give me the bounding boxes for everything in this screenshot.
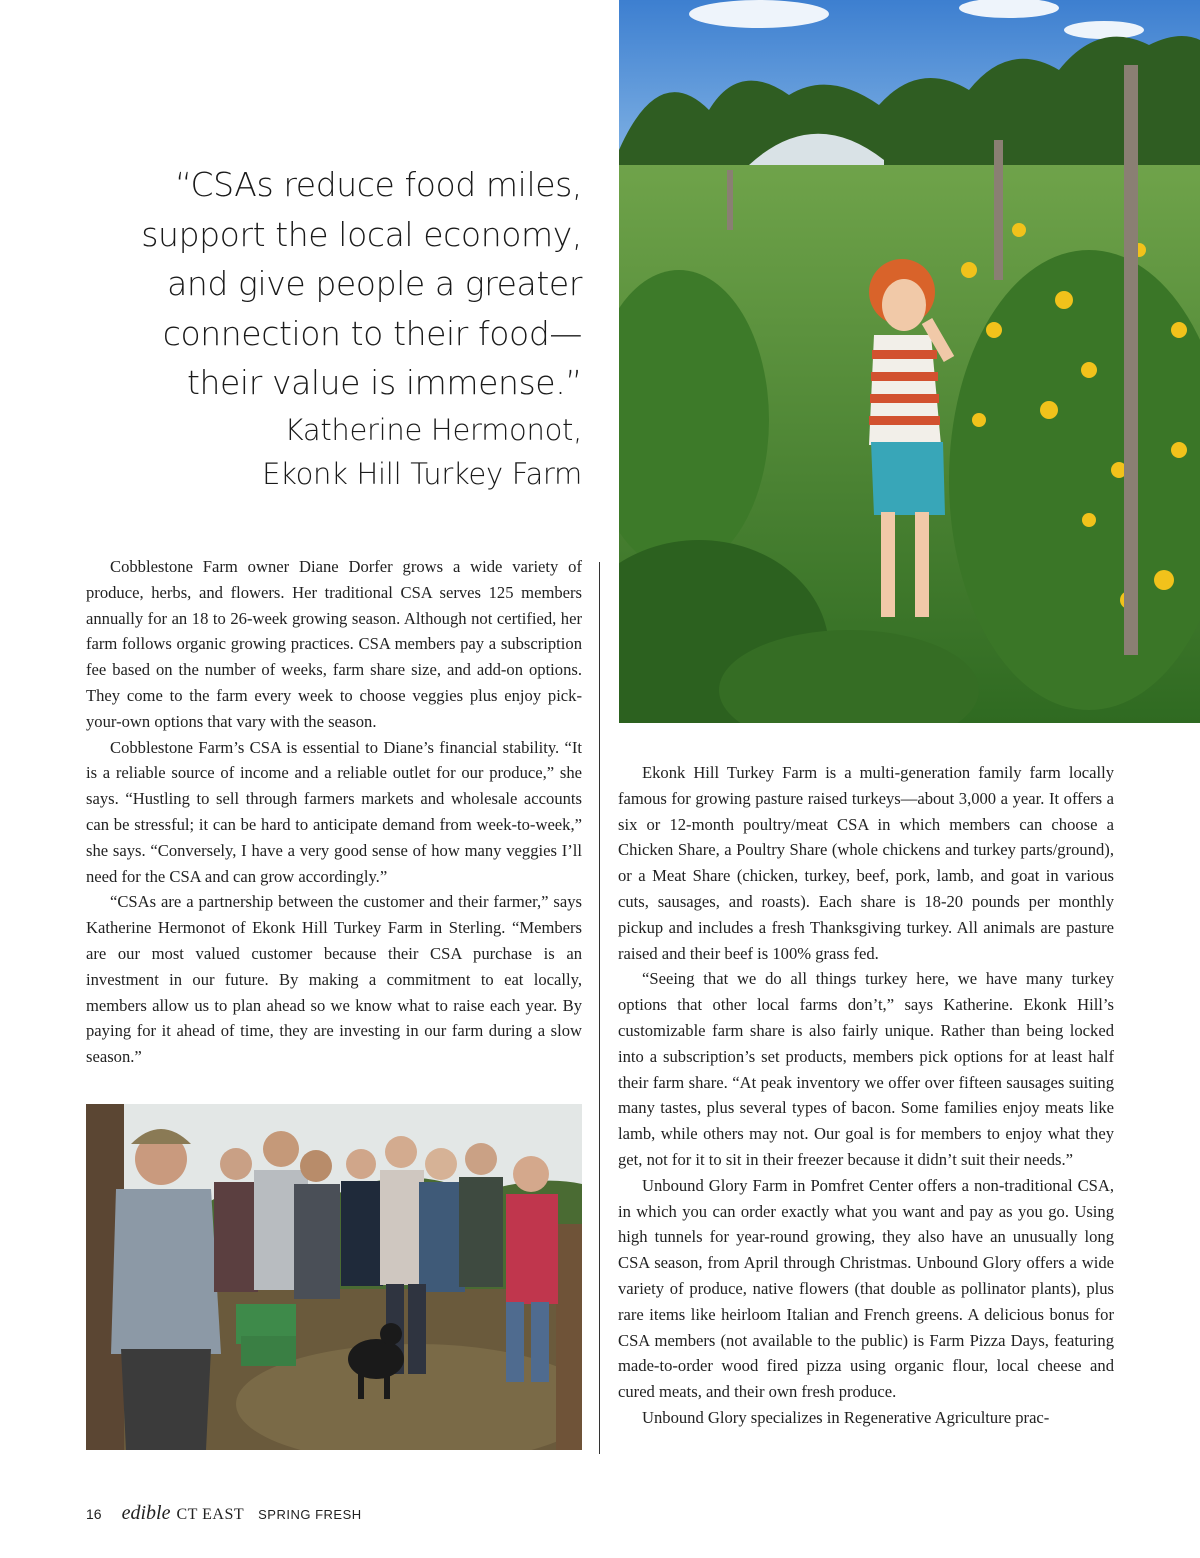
- pull-quote-line: support the local economy,: [141, 214, 582, 254]
- page-number: 16: [86, 1506, 102, 1522]
- body-paragraph: “CSAs are a partnership between the customer and their farmer,” says Katherine Hermonot of Ekonk Hill Turkey Farm in Sterling. “Members are our most valued customer because their CSA purchase is an investment in our future. By making a commitment to eat locally, members allow us to plan ahead so we know what to raise each year. By paying for it ahead of time, they are investing in our farm during a slow season.”: [86, 892, 582, 1067]
- photo-farm-tour-group: [86, 1104, 582, 1450]
- magazine-name: edible: [121, 1502, 171, 1524]
- photo-child-in-flower-field: [619, 0, 1200, 723]
- pull-quote-line: and give people a greater: [167, 264, 582, 303]
- pull-quote-line: their value is immense.”: [186, 363, 582, 402]
- body-paragraph: Cobblestone Farm owner Diane Dorfer grows a wide variety of produce, herbs, and flowers. Her traditional CSA serves 125 members annually for an 18 to 26-week growing season. Although not certified, her farm follows organic growing practices. CSA members pay a subscription fee based on the number of weeks, farm share size, and add-on options. They come to the farm every week to choose veggies plus enjoy pick-your-own options that vary with the season.: [86, 557, 582, 731]
- column-divider: [599, 562, 600, 1454]
- right-text-column: [618, 760, 1114, 1466]
- left-text-column: [86, 554, 582, 1070]
- pull-quote-attribution-farm: Ekonk Hill Turkey Farm: [262, 456, 582, 491]
- body-paragraph: Unbound Glory Farm in Pomfret Center offers a non-traditional CSA, in which you can order exactly what you want and pay as you go. Using high tunnels for year-round growing, they also have an unusually long CSA season, from April through Christmas. Unbound Glory offers a wide variety of produce, native flowers (that double as pollinator plants), plus rare items like heirloom Italian and French greens. A delicious bonus for CSA members (not available to the public) is Farm Pizza Days, featuring made-to-order wood fired pizza using organic flour, local cheese and cured meats, and their own fresh produce.: [618, 1175, 1114, 1402]
- pull-quote-line: connection to their food—: [162, 313, 582, 353]
- magazine-region: CT EAST: [176, 1506, 245, 1523]
- body-paragraph: “Seeing that we do all things turkey here, we have many turkey options that other local farms don’t,” says Katherine. Ekonk Hill’s customizable farm share is also fairly unique. Rather than being locked into a subscription’s set products, members pick options for at least half their farm share. “At peak inventory we offer over fifteen sausages suiting many tastes, plus several types of bacon. Some families enjoy meats like lamb, while others may not. Our goal is for members to enjoy what they get, not for it to sit in their freezer because it didn’t suit their needs.”: [618, 969, 1114, 1169]
- body-paragraph: Unbound Glory specializes in Regenerative Agriculture prac-: [642, 1407, 1050, 1427]
- pull-quote: [100, 160, 582, 496]
- pull-quote-attribution-name: Katherine Hermonot,: [284, 412, 582, 447]
- body-paragraph: Cobblestone Farm’s CSA is essential to Diane’s financial stability. “It is a reliable source of income and a reliable outlet for our produce,” she says. “Hustling to sell through farmers markets and wholesale accounts can be stressful; it can be hard to anticipate demand from week-to-week,” she says. “Conversely, I have a very good sense of how many veggies I’ll need for the CSA and can grow accordingly.”: [86, 737, 582, 886]
- pull-quote-line: “CSAs reduce food miles,: [174, 165, 582, 204]
- body-paragraph: Ekonk Hill Turkey Farm is a multi-generation family farm locally famous for growing pasture raised turkeys—about 3,000 a year. It offers a six or 12-month poultry/meat CSA in which members can choose a Chicken Share, a Poultry Share (whole chickens and turkey parts/ground), or a Meat Share (chicken, turkey, beef, pork, lamb, and goat in various cuts, sausages, and roasts). Each share is 18-20 pounds per monthly pickup and includes a fresh Thanksgiving turkey. All animals are pasture raised and their beef is 100% grass fed.: [618, 763, 1114, 963]
- page-footer: [86, 1502, 362, 1526]
- issue-name: SPRING FRESH: [258, 1507, 362, 1522]
